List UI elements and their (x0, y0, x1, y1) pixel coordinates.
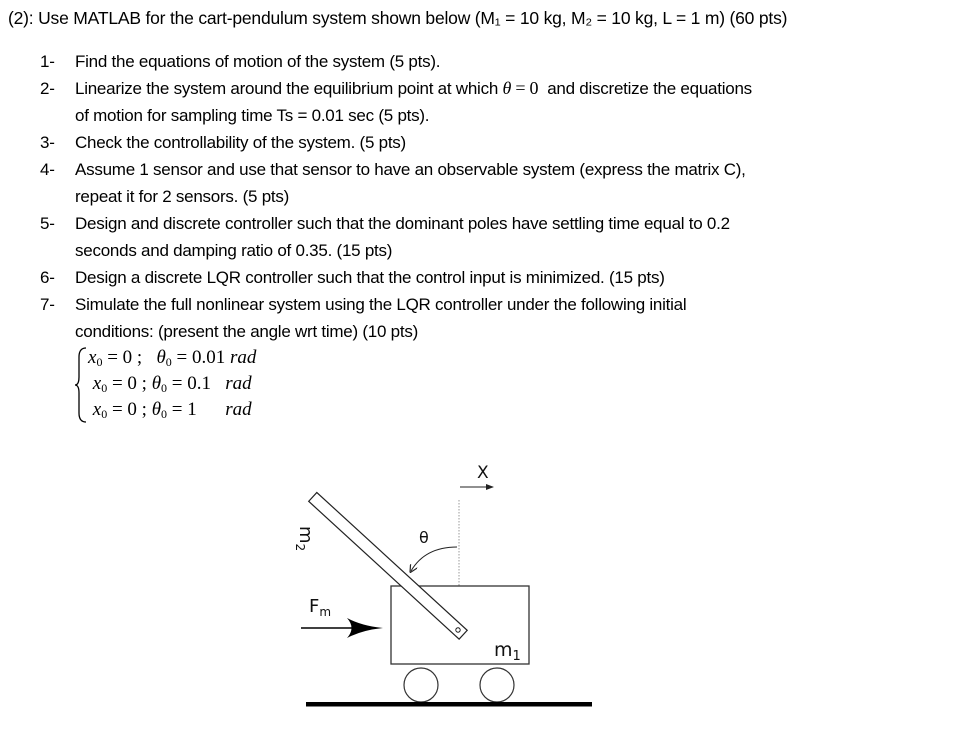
theta-label: θ (419, 528, 429, 547)
task-text: Linearize the system around the equilibrium point at which θ = 0 and discretize the equations (75, 78, 752, 98)
wheel-right (480, 668, 514, 702)
task-number: 2- (40, 79, 55, 98)
ground-line (306, 702, 592, 707)
task-number: 7- (40, 295, 55, 314)
force-arrow-head (347, 618, 383, 638)
task-text: Design and discrete controller such that the dominant poles have settling time equal to 0.2 (75, 214, 730, 233)
task-text: Check the controllability of the system. (5 pts) (75, 133, 406, 152)
task-text: of motion for sampling time Ts = 0.01 sec (5 pts). (75, 106, 430, 125)
x-axis-label: X (477, 463, 489, 483)
wheel-left (404, 668, 438, 702)
condition-row-3: $x_0 = 0$ ; $\theta_0 = 1$ rad (92, 399, 252, 421)
theta-symbol: θ (502, 78, 512, 98)
task-number: 6- (40, 268, 55, 287)
task-number: 4- (40, 160, 55, 179)
problem-title: (2): Use MATLAB for the cart-pendulum system shown below (M₁ = 10 kg, M₂ = 10 kg, L = 1 m) (60 pts) (8, 8, 788, 28)
condition-row-2: $x_0 = 0$ ; $\theta_0 = 0.1$ rad (92, 373, 252, 395)
task-text: Assume 1 sensor and use that sensor to have an observable system (express the matrix C), (75, 160, 746, 179)
task-text: seconds and damping ratio of 0.35. (15 pts) (75, 241, 393, 260)
task-text: conditions: (present the angle wrt time) (10 pts) (75, 322, 419, 341)
pendulum-rod (309, 492, 468, 639)
mass2-label: $m_2$ (293, 526, 316, 552)
task-text: Find the equations of motion of the system (5 pts). (75, 52, 441, 71)
task-number: 3- (40, 133, 55, 152)
condition-row-1: $x_0 = 0$ ; $\theta_0 = 0.01$ rad (88, 347, 257, 369)
task-text: repeat it for 2 sensors. (5 pts) (75, 187, 290, 206)
task-text: Simulate the full nonlinear system using the LQR controller under the following initial (75, 295, 687, 314)
mass1-label: $m_1$ (494, 639, 521, 664)
theta-arc-arrow (411, 547, 457, 571)
task-number: 5- (40, 214, 55, 233)
force-label: $F_m$ (309, 596, 332, 619)
task-text: Design a discrete LQR controller such that the control input is minimized. (15 pts) (75, 268, 665, 287)
task-number: 1- (40, 52, 55, 71)
equals-zero: = 0 (511, 78, 539, 98)
